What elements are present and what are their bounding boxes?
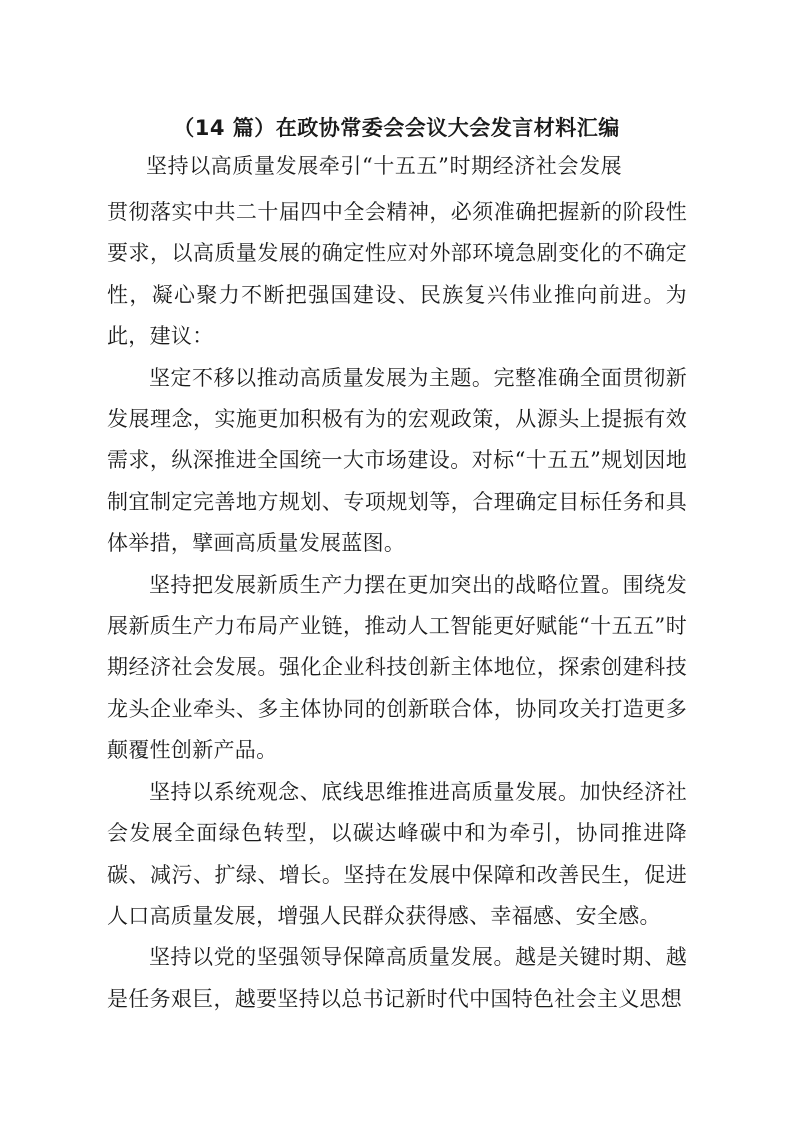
paragraph: 坚持以党的坚强领导保障高质量发展。越是关键时期、越是任务艰巨，越要坚持以总书记新时代中国特色社会主义思想 [107,945,687,1011]
paragraph: 坚持把发展新质生产力摆在更加突出的战略位置。围绕发展新质生产力布局产业链，推动人工智能更好赋能“十五五”时期经济社会发展。强化企业科技创新主体地位，探索创建科技龙头企业牵头、多主体协同的创新联合体，协同攻关打造更多颠覆性创新产品。 [107,572,687,763]
paragraph: 坚定不移以推动高质量发展为主题。完整准确全面贯彻新发展理念，实施更加积极有为的宏观政策，从源头上提振有效需求，纵深推进全国统一大市场建设。对标“十五五”规划因地制宜制定完善地方规划、专项规划等，合理确定目标任务和具体举措，擘画高质量发展蓝图。 [107,365,687,556]
paragraph-intro: 贯彻落实中共二十届四中全会精神，必须准确把握新的阶段性要求，以高质量发展的确定性应对外部环境急剧变化的不确定性，凝心聚力不断把强国建设、民族复兴伟业推向前进。为此，建议： [107,200,687,349]
document-subtitle: 坚持以高质量发展牵引“十五五”时期经济社会发展 [146,154,623,178]
document-body [107,192,687,1020]
paragraph: 坚持以系统观念、底线思维推进高质量发展。加快经济社会发展全面绿色转型，以碳达峰碳中和为牵引，协同推进降碳、减污、扩绿、增长。坚持在发展中保障和改善民生，促进人口高质量发展，增强人民群众获得感、幸福感、安全感。 [107,779,687,928]
document-title: （14 篇）在政协常委会会议大会发言材料汇编 [173,116,620,140]
